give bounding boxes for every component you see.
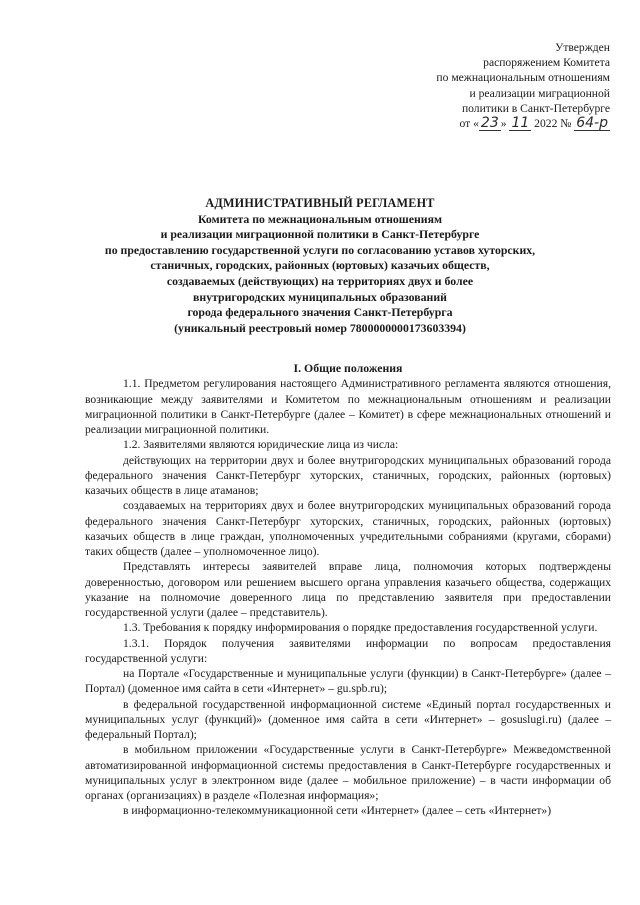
date-prefix: от « xyxy=(459,117,479,131)
handwritten-order-number: 64-р xyxy=(576,115,608,132)
date-quote-close: » xyxy=(500,117,507,131)
title-line-4: станичных, городских, районных (юртовых) казачьих обществ, xyxy=(150,258,490,273)
paragraph-mobile-app: в мобильном приложении «Государственные услуги в Санкт-Петербурге» Межведомственной автоматизированной информационной системы предоставления в Санкт-Петербурге государственных и муниципальных услуг в электронном виде (далее – мобильное приложение) – в части информации об органах (организациях) в разделе «Полезная информация»; xyxy=(85,743,611,802)
approval-block xyxy=(370,40,610,131)
title-line-8: (уникальный реестровый номер 7800000000173603394) xyxy=(174,320,466,335)
paragraph-1-3: 1.3. Требования к порядку информирования о порядке предоставления государственной услуги. xyxy=(123,621,598,635)
paragraph-applicants-created: создаваемых на территориях двух и более внутригородских муниципальных образований города федерального значения Санкт-Петербург хуторских, станичных, городских, районных (юртовых) казачьих обществ в лице граждан, уполномоченных учредительными собраниями (кругами, сборами) таких обществ (далее – уполномоченное лицо). xyxy=(85,499,611,558)
approval-line-migration: и реализации миграционной xyxy=(469,86,610,100)
document-body xyxy=(85,361,611,819)
title-main: АДМИНИСТРАТИВНЫЙ РЕГЛАМЕНТ xyxy=(205,196,435,210)
paragraph-representatives: Представлять интересы заявителей вправе лица, полномочия которых подтверждены доверенностью, договором или решением высшего органа управления казачьего общества, содержащих указание на полномочие доверенного лица по представлению заявителя при предоставлении государственной услуги (далее – представитель). xyxy=(85,560,611,619)
title-line-5: создаваемых (действующих) на территориях двух и более xyxy=(166,273,474,288)
approval-date-line xyxy=(370,116,610,131)
paragraph-federal-portal: в федеральной государственной информационной системе «Единый портал государственных и муниципальных услуг (функций)» (доменное имя сайта в сети «Интернет» – gosuslugi.ru) (далее – федеральный Портал); xyxy=(85,697,611,741)
handwritten-day: 23 xyxy=(480,115,499,132)
paragraph-applicants-existing: действующих на территории двух и более внутригородских муниципальных образований города федерального значения Санкт-Петербург хуторских, станичных, городских, районных (юртовых) казачьих обществ в лице атаманов; xyxy=(85,453,611,497)
title-line-2: и реализации миграционной политики в Санкт-Петербурге xyxy=(160,227,480,242)
document-title xyxy=(70,196,570,336)
handwritten-month: 11 xyxy=(511,115,530,132)
paragraph-1-3-1: 1.3.1. Порядок получения заявителями информации по вопросам предоставления государственной услуги: xyxy=(85,636,611,665)
year-number-label: 2022 № xyxy=(534,117,572,131)
approval-line-order: распоряжением Комитета xyxy=(483,56,610,70)
title-line-7: города федерального значения Санкт-Петербурга xyxy=(187,305,453,320)
paragraph-1-2: 1.2. Заявителями являются юридические лица из числа: xyxy=(123,438,399,452)
paragraph-1-1: 1.1. Предметом регулирования настоящего Административного регламента являются отношения, возникающие между заявителями и Комитетом по межнациональным отношениям и реализации миграционной политики в Санкт-Петербурге (далее – Комитет) в сфере межнациональных отношений и реализации миграционной политики. xyxy=(85,377,611,436)
approval-line-approved: Утвержден xyxy=(555,41,610,54)
title-line-6: внутригородских муниципальных образований xyxy=(193,289,447,304)
approval-line-policy: политики в Санкт-Петербурге xyxy=(461,101,610,115)
paragraph-portal: на Портале «Государственные и муниципальные услуги (функции) в Санкт-Петербурге» (далее – Портал) (доменное имя сайта в сети «Интернет» – gu.spb.ru); xyxy=(85,667,611,696)
title-line-3: по предоставлению государственной услуги по согласованию уставов хуторских, xyxy=(104,242,536,257)
approval-line-committee: по межнациональным отношениям xyxy=(436,71,610,85)
title-line-1: Комитета по межнациональным отношениям xyxy=(197,211,443,226)
paragraph-internet: в информационно-телекоммуникационной сети «Интернет» (далее – сеть «Интернет») xyxy=(123,804,552,818)
section-heading: I. Общие положения xyxy=(293,361,403,375)
